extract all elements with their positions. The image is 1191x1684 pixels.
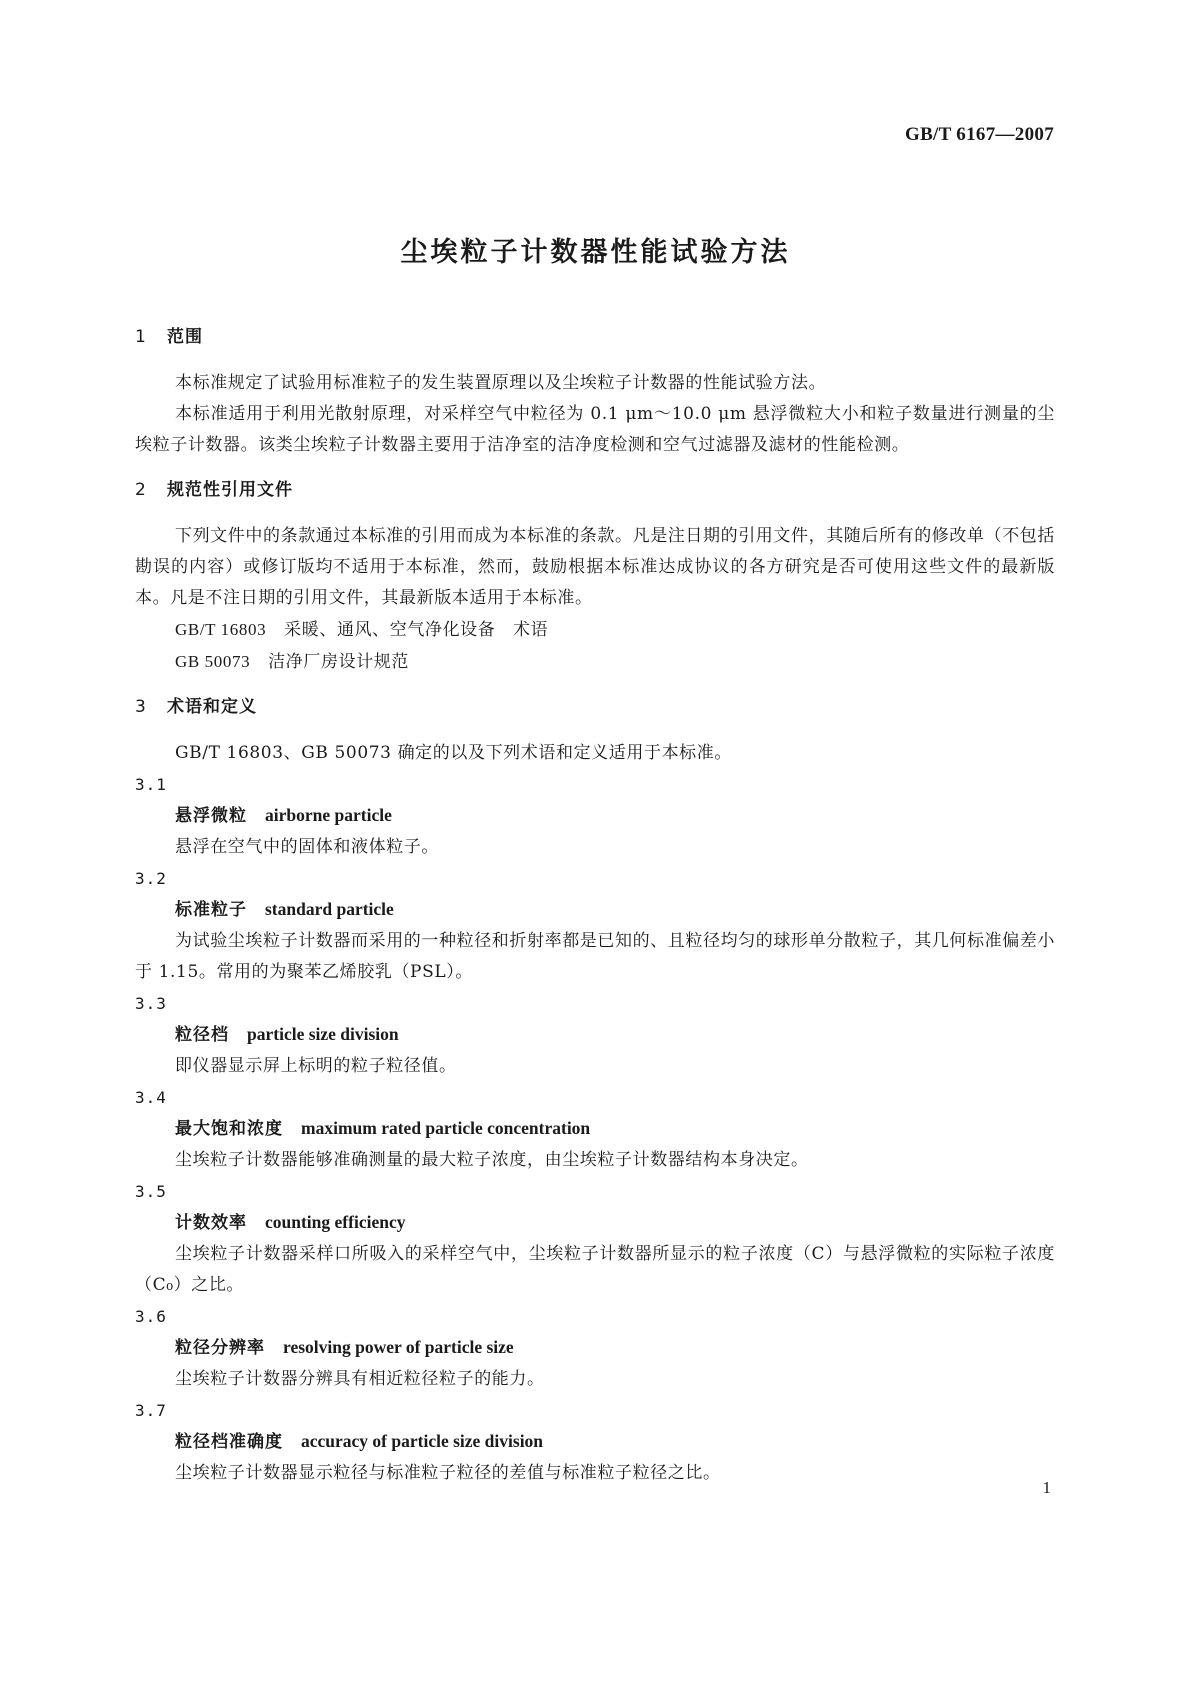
term-en: maximum rated particle concentration bbox=[301, 1118, 591, 1138]
term-zh: 粒径档准确度 bbox=[175, 1432, 283, 1452]
term-definition: 为试验尘埃粒子计数器而采用的一种粒径和折射率都是已知的、且粒径均匀的球形单分散粒子，其几何标准偏差小于 1.15。常用的为聚苯乙烯胶乳（PSL）。 bbox=[135, 931, 1055, 982]
term-definition: 尘埃粒子计数器分辨具有相近粒径粒子的能力。 bbox=[175, 1369, 545, 1389]
clause-number: 3.2 bbox=[135, 869, 167, 888]
term-zh: 标准粒子 bbox=[175, 900, 247, 920]
reference-title: 洁净厂房设计规范 bbox=[268, 652, 409, 672]
term-definition: 尘埃粒子计数器采样口所吸入的采样空气中，尘埃粒子计数器所显示的粒子浓度（C）与悬浮微粒的实际粒子浓度（C₀）之比。 bbox=[135, 1244, 1055, 1295]
section-number: 2 bbox=[135, 480, 147, 500]
paragraph: 本标准适用于利用光散射原理，对采样空气中粒径为 0.1 μm～10.0 μm 悬浮微粒大小和粒子数量进行测量的尘埃粒子计数器。该类尘埃粒子计数器主要用于洁净室的洁净度检测和空气过滤器及滤材的性能检测。 bbox=[135, 404, 1055, 455]
term-entry bbox=[135, 1332, 1055, 1364]
term-definition: 即仪器显示屏上标明的粒子粒径值。 bbox=[175, 1056, 457, 1076]
clause-number: 3.5 bbox=[135, 1182, 167, 1201]
term-en: resolving power of particle size bbox=[283, 1337, 514, 1357]
reference-title: 采暖、通风、空气净化设备 术语 bbox=[284, 620, 549, 640]
standard-number: GB/T 6167—2007 bbox=[904, 124, 1054, 145]
page-number: 1 bbox=[1042, 1478, 1051, 1497]
reference-code: GB/T 16803 bbox=[175, 620, 267, 639]
clause-number: 3.4 bbox=[135, 1088, 167, 1107]
term-zh: 粒径分辨率 bbox=[175, 1338, 265, 1358]
term-entry bbox=[135, 1207, 1055, 1239]
section-number: 3 bbox=[135, 697, 147, 717]
section-title: 术语和定义 bbox=[167, 697, 257, 717]
term-definition: 悬浮在空气中的固体和液体粒子。 bbox=[175, 837, 439, 857]
paragraph: GB/T 16803、GB 50073 确定的以及下列术语和定义适用于本标准。 bbox=[175, 743, 732, 763]
term-zh: 悬浮微粒 bbox=[175, 806, 247, 826]
term-entry bbox=[135, 1019, 1055, 1051]
term-zh: 粒径档 bbox=[175, 1025, 229, 1045]
clause-number: 3.7 bbox=[135, 1401, 167, 1420]
term-en: standard particle bbox=[265, 899, 394, 919]
section-number: 1 bbox=[135, 327, 147, 347]
term-entry bbox=[135, 800, 1055, 832]
section-heading bbox=[135, 692, 1055, 723]
paragraph: 本标准规定了试验用标准粒子的发生装置原理以及尘埃粒子计数器的性能试验方法。 bbox=[175, 373, 827, 393]
term-zh: 计数效率 bbox=[175, 1213, 247, 1233]
term-en: accuracy of particle size division bbox=[301, 1431, 544, 1451]
document-body bbox=[135, 322, 1055, 1489]
term-entry bbox=[135, 894, 1055, 926]
term-entry bbox=[135, 1426, 1055, 1458]
term-definition: 尘埃粒子计数器能够准确测量的最大粒子浓度，由尘埃粒子计数器结构本身决定。 bbox=[175, 1150, 809, 1170]
clause-number: 3.1 bbox=[135, 775, 167, 794]
term-en: counting efficiency bbox=[265, 1212, 406, 1232]
term-zh: 最大饱和浓度 bbox=[175, 1119, 283, 1139]
term-entry bbox=[135, 1113, 1055, 1145]
clause-number: 3.6 bbox=[135, 1307, 167, 1326]
section-heading bbox=[135, 322, 1055, 353]
term-en: airborne particle bbox=[265, 805, 392, 825]
term-en: particle size division bbox=[247, 1024, 399, 1044]
section-title: 范围 bbox=[167, 327, 203, 347]
paragraph: 下列文件中的条款通过本标准的引用而成为本标准的条款。凡是注日期的引用文件，其随后所有的修改单（不包括勘误的内容）或修订版均不适用于本标准，然而，鼓励根据本标准达成协议的各方研究是否可使用这些文件的最新版本。凡是不注日期的引用文件，其最新版本适用于本标准。 bbox=[135, 526, 1055, 608]
normative-reference bbox=[135, 646, 1055, 678]
term-definition: 尘埃粒子计数器显示粒径与标准粒子粒径的差值与标准粒子粒径之比。 bbox=[175, 1463, 721, 1483]
section-title: 规范性引用文件 bbox=[167, 480, 293, 500]
normative-reference bbox=[135, 614, 1055, 646]
section-heading bbox=[135, 475, 1055, 506]
document-title: 尘埃粒子计数器性能试验方法 bbox=[400, 237, 791, 268]
reference-code: GB 50073 bbox=[175, 652, 251, 671]
clause-number: 3.3 bbox=[135, 994, 167, 1013]
